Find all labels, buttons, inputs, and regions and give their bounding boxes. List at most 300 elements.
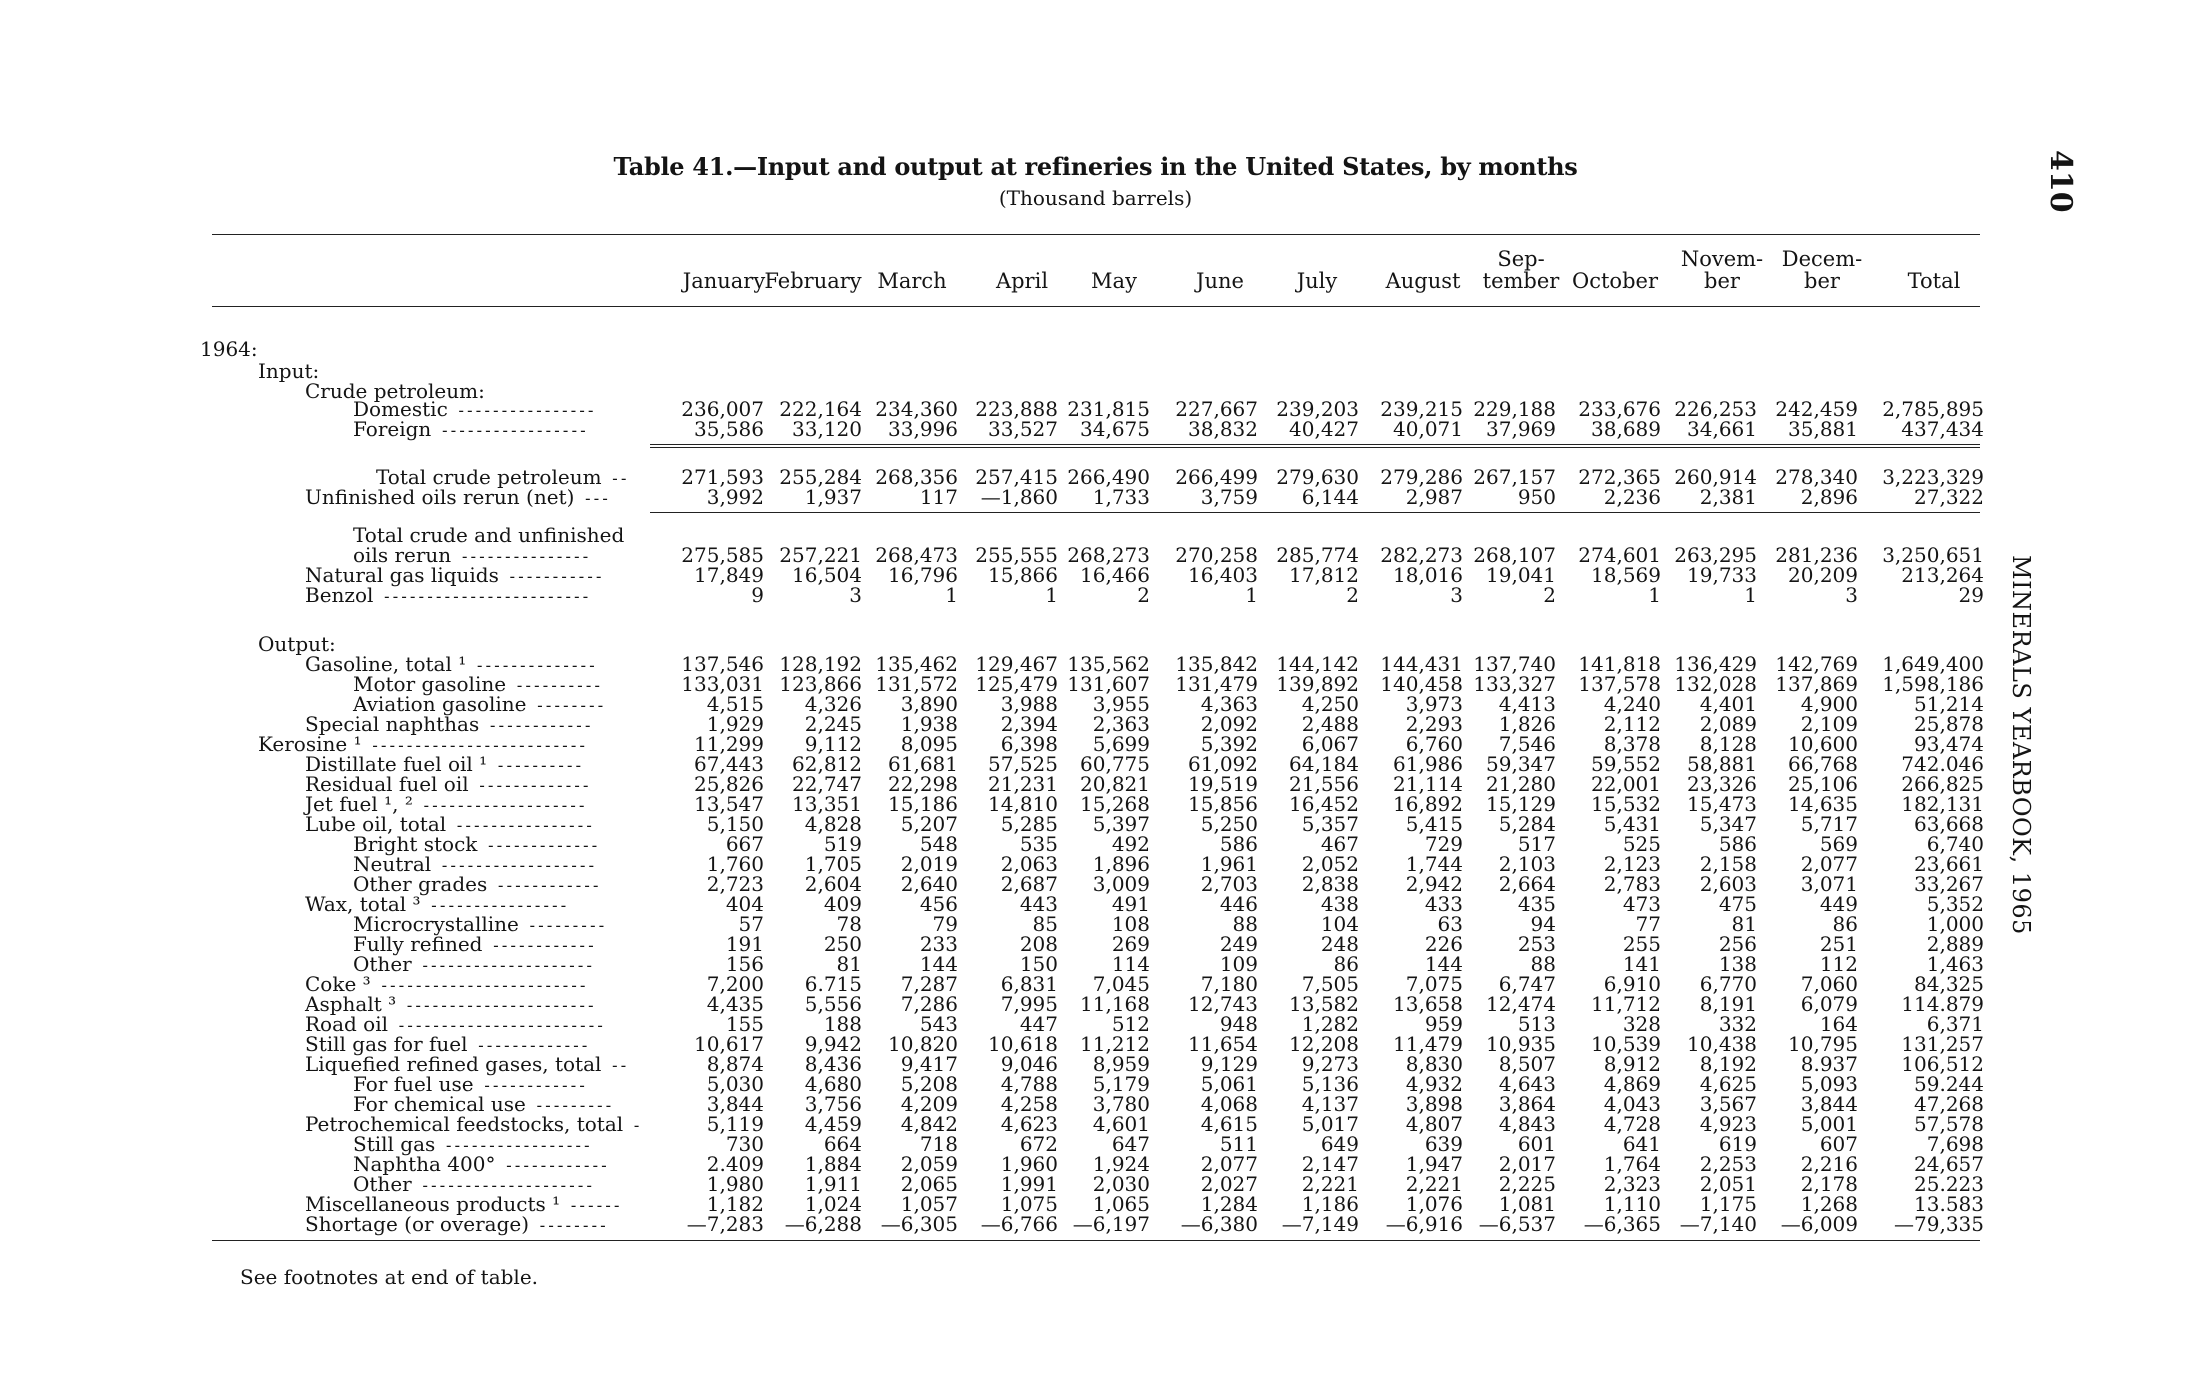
table-cell: 1,960 (1000, 1152, 1058, 1176)
table-cell: 88 (1530, 952, 1556, 976)
table-cell: 1,884 (804, 1152, 862, 1176)
table-cell: 17,812 (1289, 563, 1359, 587)
column-header-line1: Decem- (1781, 247, 1863, 271)
table-cell: 7,546 (1498, 732, 1556, 756)
table-cell: 274,601 (1578, 543, 1661, 567)
table-cell: 2,687 (1000, 872, 1058, 896)
row-label-text: Natural gas liquids (305, 563, 499, 587)
table-cell: 10,438 (1687, 1032, 1757, 1056)
table-cell: 742.046 (1901, 752, 1984, 776)
table-cell: 25,878 (1914, 712, 1984, 736)
table-cell: 141,818 (1578, 652, 1661, 676)
table-cell: 266,499 (1175, 465, 1258, 489)
table-cell: 131,607 (1067, 672, 1150, 696)
table-cell: 2.409 (706, 1152, 764, 1176)
table-cell: 11,654 (1188, 1032, 1258, 1056)
table-cell: 8,128 (1699, 732, 1757, 756)
table-cell: 447 (1019, 1012, 1058, 1036)
table-cell: —6,365 (1583, 1212, 1661, 1236)
table-cell: 7,200 (706, 972, 764, 996)
table-cell: 11,168 (1080, 992, 1150, 1016)
table-cell: 86 (1832, 912, 1858, 936)
table-cell: 33,120 (792, 417, 862, 441)
table-cell: 106,512 (1901, 1052, 1984, 1076)
row-label-text: Other grades (353, 872, 488, 896)
table-cell: 8,959 (1092, 1052, 1150, 1076)
table-cell: 10,617 (694, 1032, 764, 1056)
table-cell: 13,582 (1289, 992, 1359, 1016)
table-cell: 59,552 (1591, 752, 1661, 776)
table-cell: 234,360 (875, 397, 958, 421)
table-cell: 16,403 (1188, 563, 1258, 587)
table-cell: 3,864 (1498, 1092, 1556, 1116)
row-label-text: For fuel use (353, 1072, 474, 1096)
row-leader: ------------------------ (370, 976, 587, 995)
row-leader: ------------------------ (373, 587, 590, 606)
table-cell: 4,240 (1603, 692, 1661, 716)
table-cell: 3,992 (706, 485, 764, 509)
table-cell: 3,955 (1092, 692, 1150, 716)
column-header-line1: Sep- (1497, 247, 1545, 271)
table-cell: 63,668 (1914, 812, 1984, 836)
table-cell: 104 (1320, 912, 1359, 936)
table-cell: 5,119 (706, 1112, 764, 1136)
row-label-text: Distillate fuel oil ¹ (305, 752, 488, 776)
table-cell: —6,916 (1385, 1212, 1463, 1236)
table-cell: 1,081 (1498, 1192, 1556, 1216)
table-cell: 3,844 (1800, 1092, 1858, 1116)
table-cell: 535 (1019, 832, 1058, 856)
table-cell: 8,436 (804, 1052, 862, 1076)
table-cell: 269 (1111, 932, 1150, 956)
table-cell: 491 (1111, 892, 1150, 916)
table-cell: 5,030 (706, 1072, 764, 1096)
table-cell: 16,504 (792, 563, 862, 587)
table-cell: 5,556 (804, 992, 862, 1016)
row-label-text: Fully refined (353, 932, 483, 956)
row-label-text: Unfinished oils rerun (net) (305, 485, 575, 509)
table-cell: 2,253 (1699, 1152, 1757, 1176)
table-cell: 475 (1718, 892, 1757, 916)
row-leader: --------- (525, 1096, 613, 1115)
table-cell: 35,881 (1788, 417, 1858, 441)
row-label (258, 634, 336, 654)
table-cell: 150 (1019, 952, 1058, 976)
table-cell: 1,947 (1405, 1152, 1463, 1176)
table-cell: 2,216 (1800, 1152, 1858, 1176)
table-cell: 13,351 (792, 792, 862, 816)
table-cell: 141 (1622, 952, 1661, 976)
table-cell: 18,016 (1393, 563, 1463, 587)
table-cell: 239,203 (1276, 397, 1359, 421)
table-cell: 260,914 (1674, 465, 1757, 489)
table-cell: 1,110 (1603, 1192, 1661, 1216)
table-cell: 6,740 (1926, 832, 1984, 856)
table-cell: 1,284 (1200, 1192, 1258, 1216)
column-header-line2: tember (1482, 269, 1560, 293)
row-label (353, 954, 593, 976)
table-cell: 3,890 (900, 692, 958, 716)
row-label-text: Crude petroleum: (305, 379, 485, 403)
column-header-line2: June (1196, 269, 1244, 293)
table-cell: 34,675 (1080, 417, 1150, 441)
table-cell: 222,164 (779, 397, 862, 421)
table-cell: 108 (1111, 912, 1150, 936)
row-leader: ------------ (479, 716, 592, 735)
row-leader: -- (601, 469, 628, 488)
row-leader: ------------ (487, 876, 600, 895)
table-cell: 1,980 (706, 1172, 764, 1196)
table-cell: 1,733 (1092, 485, 1150, 509)
table-cell: 1,186 (1301, 1192, 1359, 1216)
table-cell: 5,357 (1301, 812, 1359, 836)
table-cell: 25.223 (1914, 1172, 1984, 1196)
table-cell: 2,664 (1498, 872, 1556, 896)
table-cell: 38,689 (1591, 417, 1661, 441)
table-cell: 58,881 (1687, 752, 1757, 776)
table-cell: 7,060 (1800, 972, 1858, 996)
table-cell: 4,843 (1498, 1112, 1556, 1136)
table-cell: 135,462 (875, 652, 958, 676)
table-cell: 456 (919, 892, 958, 916)
table-cell: 12,743 (1188, 992, 1258, 1016)
table-cell: 123,866 (779, 672, 862, 696)
table-cell: 6,770 (1699, 972, 1757, 996)
table-cell: 156 (725, 952, 764, 976)
row-leader: ----------------- (431, 421, 587, 440)
table-cell: 2,019 (900, 852, 958, 876)
table-cell: 248 (1320, 932, 1359, 956)
table-cell: 21,280 (1486, 772, 1556, 796)
table-cell: 21,114 (1393, 772, 1463, 796)
table-cell: 18,569 (1591, 563, 1661, 587)
table-cell: 19,733 (1687, 563, 1757, 587)
table-cell: 25,826 (694, 772, 764, 796)
table-cell: 6,910 (1603, 972, 1661, 996)
table-cell: 1,826 (1498, 712, 1556, 736)
table-cell: 208 (1019, 932, 1058, 956)
row-label (200, 339, 258, 359)
table-cell: 513 (1517, 1012, 1556, 1036)
row-label-text: Still gas (353, 1132, 436, 1156)
column-header-line2: ber (1804, 269, 1840, 293)
row-label-text: Shortage (or overage) (305, 1212, 530, 1236)
row-leader: ------ (560, 1196, 621, 1215)
row-leader: ------------------------- (361, 736, 587, 755)
table-cell: 257,221 (779, 543, 862, 567)
row-leader: ---------------- (447, 401, 595, 420)
table-cell: —1,860 (980, 485, 1058, 509)
table-cell: 649 (1320, 1132, 1359, 1156)
table-cell: 93,474 (1914, 732, 1984, 756)
table-cell: 6,398 (1000, 732, 1058, 756)
table-cell: 57,525 (988, 752, 1058, 776)
table-cell: 144 (919, 952, 958, 976)
table-cell: 5,001 (1800, 1112, 1858, 1136)
row-label-text: Microcrystalline (353, 912, 519, 936)
table-cell: 3,759 (1200, 485, 1258, 509)
column-header-line2: March (877, 269, 947, 293)
table-cell: 13,547 (694, 792, 764, 816)
table-cell: 275,585 (681, 543, 764, 567)
table-cell: 1,000 (1926, 912, 1984, 936)
running-title-text: MINERALS YEARBOOK, 1965 (2007, 555, 2035, 935)
column-header (1864, 248, 2004, 292)
table-cell: 586 (1219, 832, 1258, 856)
table-cell: 3,898 (1405, 1092, 1463, 1116)
table-cell: 3,973 (1405, 692, 1463, 716)
table-cell: 191 (725, 932, 764, 956)
table-cell: 1,929 (706, 712, 764, 736)
table-cell: 2,103 (1498, 852, 1556, 876)
table-cell: 5,150 (706, 812, 764, 836)
table-cell: 9,417 (900, 1052, 958, 1076)
table-cell: 16,796 (888, 563, 958, 587)
row-leader: ------------- (468, 776, 590, 795)
table-cell: 10,795 (1788, 1032, 1858, 1056)
table-cell: 57,578 (1914, 1112, 1984, 1136)
table-cell: 9,273 (1301, 1052, 1359, 1076)
table-cell: 5,717 (1800, 812, 1858, 836)
table-cell: 5,061 (1200, 1072, 1258, 1096)
table-cell: 449 (1819, 892, 1858, 916)
table-cell: 2,027 (1200, 1172, 1258, 1196)
table-cell: 256 (1718, 932, 1757, 956)
table-cell: 601 (1517, 1132, 1556, 1156)
subtotal-rule (650, 444, 1980, 448)
row-leader: -------- (526, 696, 605, 715)
table-cell: 139,892 (1276, 672, 1359, 696)
table-cell: 3,567 (1699, 1092, 1757, 1116)
table-cell: 61,681 (888, 752, 958, 776)
table-cell: 112 (1819, 952, 1858, 976)
table-cell: 22,001 (1591, 772, 1661, 796)
table-cell: 1,744 (1405, 852, 1463, 876)
table-cell: 4,601 (1092, 1112, 1150, 1136)
table-cell: 1,764 (1603, 1152, 1661, 1176)
table-cell: 20,209 (1788, 563, 1858, 587)
table-cell: 4,807 (1405, 1112, 1463, 1136)
row-leader: ------------------------ (388, 1016, 604, 1035)
table-cell: 137,740 (1473, 652, 1556, 676)
table-cell: 664 (823, 1132, 862, 1156)
row-label-text: Liquefied refined gases, total (305, 1052, 602, 1076)
table-cell: 2,225 (1498, 1172, 1556, 1196)
table-cell: 133,031 (681, 672, 764, 696)
table-cell: 5,208 (900, 1072, 958, 1096)
table-cell: 251 (1819, 932, 1858, 956)
row-label-text: Naphtha 400° (353, 1152, 496, 1176)
table-cell: 1 (1045, 583, 1058, 607)
table-cell: 435 (1517, 892, 1556, 916)
table-cell: 9,942 (804, 1032, 862, 1056)
table-cell: 33,996 (888, 417, 958, 441)
table-cell: 229,188 (1473, 397, 1556, 421)
row-label-text: Bright stock (353, 832, 478, 856)
table-cell: 5,397 (1092, 812, 1150, 836)
table-cell: 226 (1424, 932, 1463, 956)
table-cell: 10,935 (1486, 1032, 1556, 1056)
table-cell: 438 (1320, 892, 1359, 916)
table-cell: 131,572 (875, 672, 958, 696)
table-cell: 7,286 (900, 992, 958, 1016)
table-cell: 2,065 (900, 1172, 958, 1196)
row-label (305, 1214, 607, 1236)
table-cell: 15,532 (1591, 792, 1661, 816)
table-cell: 20,821 (1080, 772, 1150, 796)
table-cell: 512 (1111, 1012, 1150, 1036)
table-cell: 266,490 (1067, 465, 1150, 489)
table-cell: 2,147 (1301, 1152, 1359, 1176)
table-cell: 4,643 (1498, 1072, 1556, 1096)
table-cell: 2,323 (1603, 1172, 1661, 1196)
row-label-text: Lube oil, total (305, 812, 447, 836)
table-cell: 142,769 (1775, 652, 1858, 676)
row-leader: ----------------- (435, 1136, 591, 1155)
table-cell: 4,615 (1200, 1112, 1258, 1136)
table-cell: 5,136 (1301, 1072, 1359, 1096)
table-cell: 8.937 (1800, 1052, 1858, 1076)
table-cell: 236,007 (681, 397, 764, 421)
table-cell: 1 (1744, 583, 1757, 607)
row-label (305, 487, 609, 509)
row-leader: -------------------- (411, 1176, 594, 1195)
table-cell: 131,479 (1175, 672, 1258, 696)
column-header-line2: January (682, 269, 766, 293)
table-cell: 242,459 (1775, 397, 1858, 421)
table-cell: 1,937 (804, 485, 862, 509)
table-cell: 525 (1622, 832, 1661, 856)
table-cell: 2,158 (1699, 852, 1757, 876)
table-cell: 3,756 (804, 1092, 862, 1116)
table-cell: 1,268 (1800, 1192, 1858, 1216)
table-cell: 5,179 (1092, 1072, 1150, 1096)
table-cell: 5,347 (1699, 812, 1757, 836)
table-cell: 17,849 (694, 563, 764, 587)
row-label-text: 1964: (200, 337, 258, 361)
table-cell: 6.715 (804, 972, 862, 996)
table-cell: 1,075 (1000, 1192, 1058, 1216)
table-cell: 2,123 (1603, 852, 1661, 876)
table-cell: 7,698 (1926, 1132, 1984, 1156)
table-cell: 1,896 (1092, 852, 1150, 876)
table-cell: 6,831 (1000, 972, 1058, 996)
table-cell: 282,273 (1380, 543, 1463, 567)
table-cell: 2 (1543, 583, 1556, 607)
row-leader: ---------------- (446, 816, 593, 835)
table-cell: 22,747 (792, 772, 862, 796)
table-cell: 23,326 (1687, 772, 1757, 796)
row-label-text: Jet fuel ¹, ² (305, 792, 413, 816)
table-cell: 9,046 (1000, 1052, 1058, 1076)
table-cell: 6,371 (1926, 1012, 1984, 1036)
row-label-text: Kerosine ¹ (258, 732, 362, 756)
table-cell: 5,284 (1498, 812, 1556, 836)
table-cell: 473 (1622, 892, 1661, 916)
table-cell: 226,253 (1674, 397, 1757, 421)
row-leader: ---------------- (420, 896, 568, 915)
table-cell: 227,667 (1175, 397, 1258, 421)
table-cell: 2,236 (1603, 485, 1661, 509)
table-cell: 255,284 (779, 465, 862, 489)
row-label-text: Still gas for fuel (305, 1032, 468, 1056)
table-cell: 37,969 (1486, 417, 1556, 441)
table-cell: —7,149 (1281, 1212, 1359, 1236)
table-cell: 2,723 (706, 872, 764, 896)
table-cell: 24,657 (1914, 1152, 1984, 1176)
row-label (353, 419, 587, 441)
table-cell: 2,030 (1092, 1172, 1150, 1196)
table-cell: 2,221 (1301, 1172, 1359, 1196)
table-cell: 3 (1450, 583, 1463, 607)
table-cell: 15,866 (988, 563, 1058, 587)
table-cell: 239,215 (1380, 397, 1463, 421)
table-cell: 2,077 (1800, 852, 1858, 876)
table-cell: 33,267 (1914, 872, 1984, 896)
table-cell: —6,380 (1180, 1212, 1258, 1236)
table-cell: 4,623 (1000, 1112, 1058, 1136)
row-leader: --------------- (451, 547, 590, 566)
table-cell: 730 (725, 1132, 764, 1156)
table-cell: 3 (1845, 583, 1858, 607)
table-cell: 61,092 (1188, 752, 1258, 776)
table-cell: 129,467 (975, 652, 1058, 676)
row-label-text: Other (353, 952, 412, 976)
table-cell: 7,287 (900, 972, 958, 996)
table-cell: 272,365 (1578, 465, 1661, 489)
table-cell: 268,107 (1473, 543, 1556, 567)
table-cell: 255 (1622, 932, 1661, 956)
table-cell: 279,630 (1276, 465, 1359, 489)
table-cell: 672 (1019, 1132, 1058, 1156)
table-cell: 443 (1019, 892, 1058, 916)
table-cell: 2,092 (1200, 712, 1258, 736)
table-cell: 569 (1819, 832, 1858, 856)
table-cell: 433 (1424, 892, 1463, 916)
row-label-text: Petrochemical feedstocks, total (305, 1112, 624, 1136)
row-label-text: Total crude petroleum (376, 465, 602, 489)
table-cell: 4,435 (706, 992, 764, 1016)
table-cell: 1,065 (1092, 1192, 1150, 1216)
table-cell: 2 (1137, 583, 1150, 607)
table-cell: 131,257 (1901, 1032, 1984, 1056)
row-label-text: Gasoline, total ¹ (305, 652, 467, 676)
table-cell: 4,515 (706, 692, 764, 716)
table-cell: 133,327 (1473, 672, 1556, 696)
table-cell: 2,077 (1200, 1152, 1258, 1176)
table-cell: 23,661 (1914, 852, 1984, 876)
table-cell: 40,427 (1289, 417, 1359, 441)
row-leader: ---------- (487, 756, 583, 775)
table-cell: 4,250 (1301, 692, 1359, 716)
table-cell: 4,625 (1699, 1072, 1757, 1096)
table-cell: 16,452 (1289, 792, 1359, 816)
table-cell: 10,539 (1591, 1032, 1661, 1056)
table-cell: 1,705 (804, 852, 862, 876)
table-cell: 5,250 (1200, 812, 1258, 836)
table-cell: 328 (1622, 1012, 1661, 1036)
table-cell: 15,473 (1687, 792, 1757, 816)
table-cell: 132,028 (1674, 672, 1757, 696)
table-cell: 136,429 (1674, 652, 1757, 676)
row-label (305, 585, 589, 607)
table-cell: 57 (738, 912, 764, 936)
row-leader: ---------------------- (396, 996, 595, 1015)
table-cell: 1,463 (1926, 952, 1984, 976)
table-cell: 332 (1718, 1012, 1757, 1036)
column-header-line2: April (995, 269, 1049, 293)
top-rule (212, 234, 1980, 235)
